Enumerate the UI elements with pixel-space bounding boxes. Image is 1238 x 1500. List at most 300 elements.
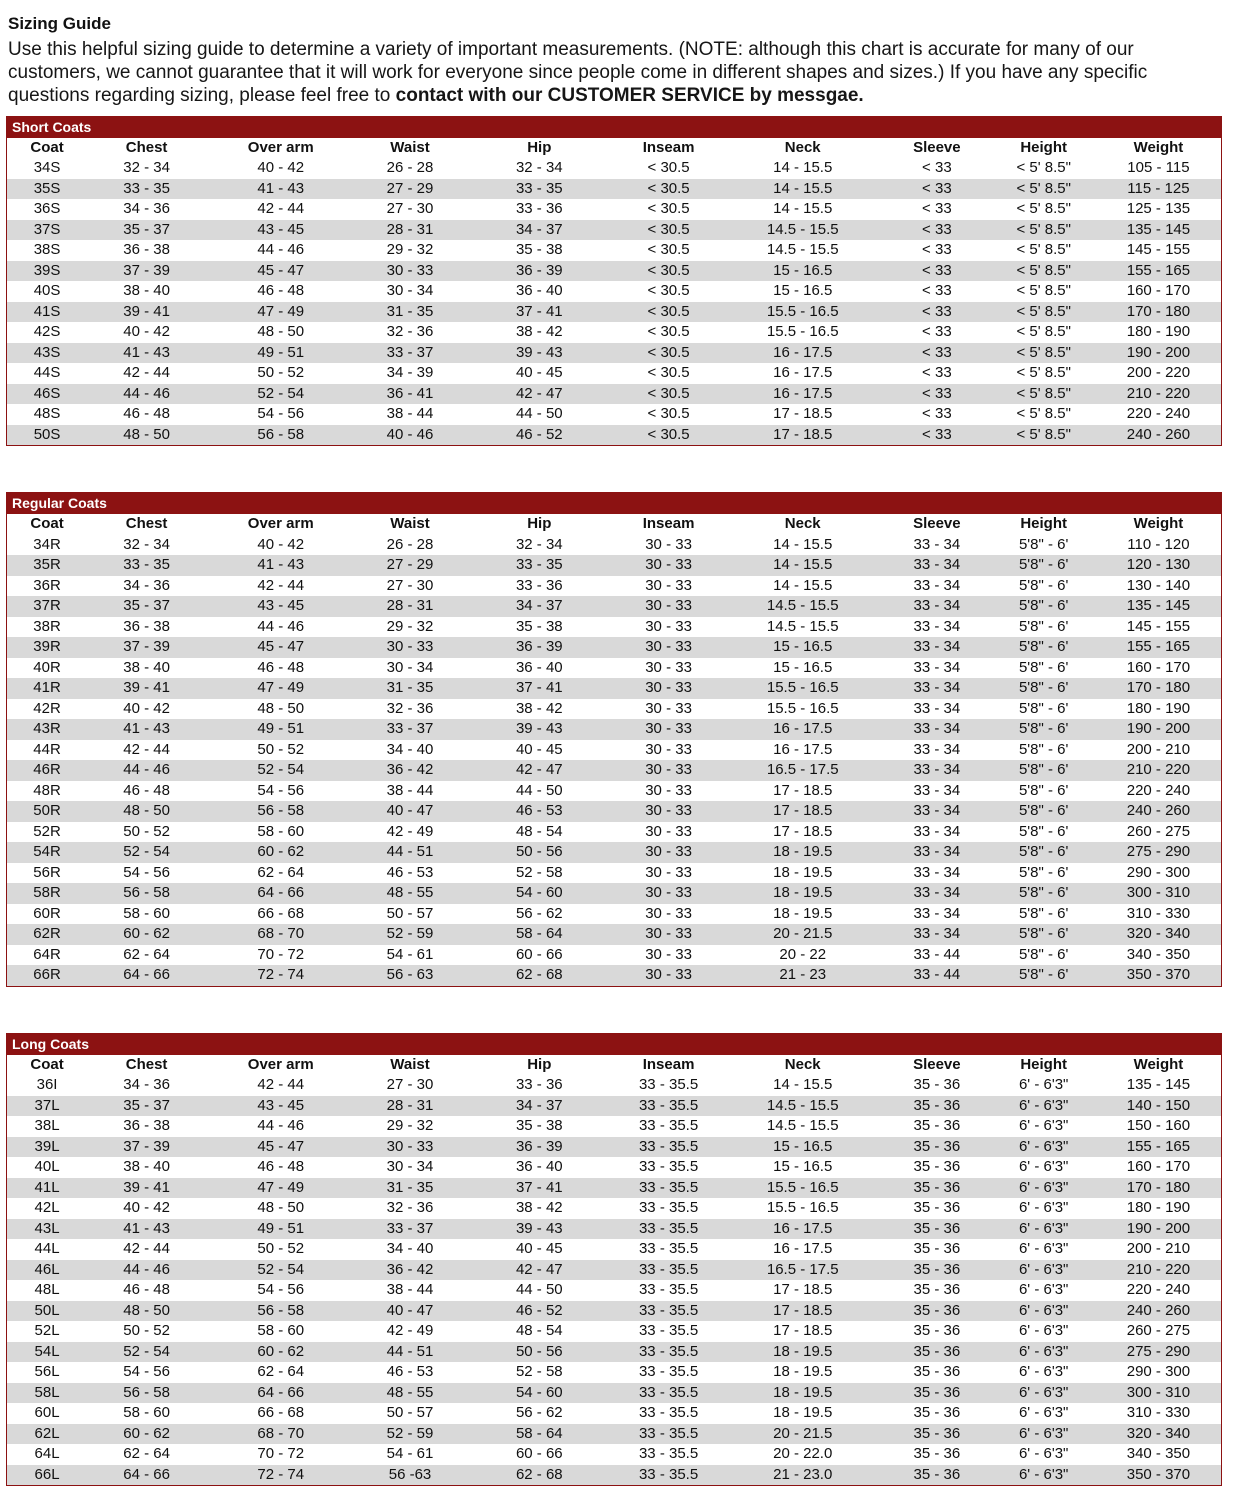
cell: 37 - 41 [515, 302, 563, 320]
cell: 5'8" - 6' [1018, 843, 1069, 861]
cell: 34R [33, 535, 61, 553]
cell: 36 - 39 [515, 1137, 563, 1155]
cell: 210 - 220 [1126, 1260, 1191, 1278]
table-row [7, 801, 1221, 822]
cell: 15 - 16.5 [773, 1137, 833, 1155]
cell: 48R [33, 781, 61, 799]
cell: 33 - 35 [515, 556, 563, 574]
cell: 35S [33, 179, 61, 197]
cell: 30 - 33 [645, 597, 692, 615]
cell: 35 - 36 [913, 1260, 961, 1278]
cell: 33 - 35.5 [638, 1445, 699, 1463]
cell: 5'8" - 6' [1018, 822, 1069, 840]
cell: 6' - 6'3" [1018, 1363, 1069, 1381]
cell: 33 - 34 [913, 679, 961, 697]
cell: 31 - 35 [386, 1178, 434, 1196]
cell: 44 - 51 [386, 843, 434, 861]
size-table-section [6, 116, 1222, 447]
cell: 35 - 38 [515, 241, 563, 259]
cell: 44 - 50 [515, 1281, 563, 1299]
cell: 320 - 340 [1126, 925, 1191, 943]
cell: 34 - 37 [515, 1096, 563, 1114]
cell: 36 - 40 [515, 1158, 563, 1176]
table-row [7, 1383, 1221, 1404]
column-header: Chest [87, 514, 206, 535]
cell: 33 - 35.5 [638, 1096, 699, 1114]
cell: 135 - 145 [1126, 597, 1191, 615]
cell: 16 - 17.5 [773, 364, 833, 382]
cell: 48 - 55 [386, 1383, 434, 1401]
cell: 60 - 62 [123, 925, 170, 943]
cell: 16 - 17.5 [773, 384, 833, 402]
cell: 30 - 33 [386, 1137, 434, 1155]
cell: 6' - 6'3" [1018, 1465, 1069, 1483]
table-row [7, 904, 1221, 925]
cell: 35 - 36 [913, 1158, 961, 1176]
cell: 29 - 32 [386, 617, 434, 635]
cell: 46 - 52 [515, 1301, 563, 1319]
cell: 40 - 45 [515, 1240, 563, 1258]
cell: 40 - 45 [515, 740, 563, 758]
size-table [7, 1055, 1221, 1486]
table-row [7, 842, 1221, 863]
table-row [7, 281, 1221, 302]
cell: 52 - 54 [123, 843, 170, 861]
cell: 20 - 21.5 [773, 925, 833, 943]
cell: 38 - 40 [123, 1158, 170, 1176]
cell: 16.5 - 17.5 [766, 761, 839, 779]
cell: 14.5 - 15.5 [766, 597, 839, 615]
column-header: Hip [465, 514, 614, 535]
cell: 33 - 34 [913, 720, 961, 738]
cell: 58R [33, 884, 61, 902]
cell: 36 - 38 [123, 617, 170, 635]
cell: 35 - 36 [913, 1219, 961, 1237]
cell: 160 - 170 [1126, 282, 1191, 300]
cell: 6' - 6'3" [1018, 1076, 1069, 1094]
cell: 56L [34, 1363, 60, 1381]
table-row [7, 1321, 1221, 1342]
cell: 35 - 36 [913, 1445, 961, 1463]
cell: 40 - 45 [515, 364, 563, 382]
cell: 50 - 57 [386, 904, 434, 922]
cell: 5'8" - 6' [1018, 720, 1069, 738]
column-header: Coat [7, 1055, 87, 1076]
cell: 30 - 33 [645, 945, 692, 963]
cell: 6' - 6'3" [1018, 1219, 1069, 1237]
cell: 275 - 290 [1126, 1342, 1191, 1360]
cell: 36 - 38 [123, 1117, 170, 1135]
cell: 33 - 37 [386, 343, 434, 361]
column-header: Neck [723, 138, 882, 159]
cell: 36 - 40 [515, 658, 563, 676]
table-row [7, 1260, 1221, 1281]
cell: 6' - 6'3" [1018, 1137, 1069, 1155]
cell: 155 - 165 [1126, 261, 1191, 279]
cell: 33 - 35.5 [638, 1076, 699, 1094]
cell: 50 - 52 [123, 1322, 170, 1340]
cell: 34 - 40 [386, 740, 434, 758]
cell: 15.5 - 16.5 [766, 679, 839, 697]
cell: 290 - 300 [1126, 863, 1191, 881]
cell: 54 - 61 [386, 1445, 434, 1463]
cell: 52 - 54 [257, 1260, 305, 1278]
cell: 54 - 60 [515, 884, 563, 902]
cell: < 5' 8.5" [1016, 323, 1071, 341]
cell: 54 - 56 [257, 1281, 305, 1299]
cell: 38S [33, 241, 61, 259]
cell: 260 - 275 [1126, 1322, 1191, 1340]
cell: 350 - 370 [1126, 966, 1191, 984]
cell: 140 - 150 [1126, 1096, 1191, 1114]
cell: 27 - 30 [386, 200, 434, 218]
cell: 43S [33, 343, 61, 361]
cell: 40 - 42 [257, 535, 305, 553]
cell: 46L [34, 1260, 60, 1278]
cell: 58 - 60 [257, 822, 305, 840]
cell: 54 - 56 [257, 405, 305, 423]
table-row [7, 1178, 1221, 1199]
cell: 52L [34, 1322, 60, 1340]
table-row [7, 1075, 1221, 1096]
table-row [7, 1219, 1221, 1240]
table-row [7, 617, 1221, 638]
column-header: Height [991, 138, 1095, 159]
cell: 58 - 60 [257, 1322, 305, 1340]
cell: 35 - 38 [515, 617, 563, 635]
cell: 6' - 6'3" [1018, 1281, 1069, 1299]
cell: 30 - 33 [645, 638, 692, 656]
cell: 44 - 46 [257, 617, 305, 635]
cell: 28 - 31 [386, 597, 434, 615]
cell: 47 - 49 [257, 1178, 305, 1196]
cell: 35 - 36 [913, 1424, 961, 1442]
cell: 44 - 50 [515, 405, 563, 423]
cell: 50 - 57 [386, 1404, 434, 1422]
column-header: Sleeve [882, 1055, 991, 1076]
cell: 38 - 42 [515, 323, 563, 341]
cell: 32 - 36 [386, 1199, 434, 1217]
cell: 33 - 34 [913, 863, 961, 881]
cell: 34 - 36 [123, 576, 170, 594]
cell: 35 - 36 [913, 1076, 961, 1094]
cell: < 5' 8.5" [1016, 302, 1071, 320]
cell: 21 - 23 [779, 966, 827, 984]
cell: 310 - 330 [1126, 1404, 1191, 1422]
cell: 41 - 43 [123, 343, 170, 361]
cell: 21 - 23.0 [773, 1465, 833, 1483]
cell: 37 - 39 [123, 638, 170, 656]
cell: 52R [33, 822, 61, 840]
cell: 42 - 44 [257, 200, 305, 218]
cell: 56 - 63 [386, 966, 434, 984]
cell: 34 - 36 [123, 1076, 170, 1094]
cell: 62R [33, 925, 61, 943]
table-row [7, 302, 1221, 323]
cell: < 30.5 [647, 200, 690, 218]
cell: 35 - 36 [913, 1322, 961, 1340]
cell: 31 - 35 [386, 679, 434, 697]
cell: 32 - 36 [386, 699, 434, 717]
cell: 33 - 34 [913, 802, 961, 820]
column-header: Waist [355, 1055, 464, 1076]
cell: 35 - 36 [913, 1240, 961, 1258]
cell: 17 - 18.5 [773, 1322, 833, 1340]
cell: 60 - 66 [515, 1445, 563, 1463]
table-row [7, 637, 1221, 658]
cell: 275 - 290 [1126, 843, 1191, 861]
cell: 33 - 35.5 [638, 1137, 699, 1155]
cell: < 30.5 [647, 241, 690, 259]
cell: 35 - 36 [913, 1465, 961, 1483]
cell: 60 - 62 [123, 1424, 170, 1442]
cell: 62L [34, 1424, 60, 1442]
cell: 50 - 52 [257, 740, 305, 758]
cell: 15.5 - 16.5 [766, 699, 839, 717]
cell: 30 - 33 [645, 617, 692, 635]
cell: 28 - 31 [386, 220, 434, 238]
cell: 54L [34, 1342, 60, 1360]
cell: 17 - 18.5 [773, 405, 833, 423]
cell: 40 - 46 [386, 425, 434, 443]
cell: < 30.5 [647, 425, 690, 443]
cell: 30 - 33 [645, 761, 692, 779]
cell: 66R [33, 966, 61, 984]
cell: 41R [33, 679, 61, 697]
cell: 41S [33, 302, 61, 320]
cell: 33 - 35.5 [638, 1301, 699, 1319]
intro-text-normal: Use this helpful sizing guide to determine a variety of important measurements. (NOTE: although this chart is accurate for many of our customers, we cannot guarantee that it will work for everyone since people come in different shapes and sizes.) If you have any specific questions regarding sizing, please feel free to [8, 39, 1148, 107]
cell: 60L [34, 1404, 60, 1422]
cell: 6' - 6'3" [1018, 1322, 1069, 1340]
table-row [7, 363, 1221, 384]
column-header: Inseam [614, 1055, 723, 1076]
cell: 15 - 16.5 [773, 261, 833, 279]
column-header: Weight [1096, 138, 1221, 159]
cell: 37 - 41 [515, 1178, 563, 1196]
cell: 14.5 - 15.5 [766, 1096, 839, 1114]
cell: 6' - 6'3" [1018, 1424, 1069, 1442]
cell: 17 - 18.5 [773, 425, 833, 443]
cell: 200 - 220 [1126, 364, 1191, 382]
cell: 38L [34, 1117, 60, 1135]
cell: 56 - 58 [123, 1383, 170, 1401]
cell: 46 - 52 [515, 425, 563, 443]
cell: 52 - 59 [386, 925, 434, 943]
cell: 58 - 64 [515, 925, 563, 943]
cell: 33 - 34 [913, 576, 961, 594]
cell: 26 - 28 [386, 159, 434, 177]
cell: < 33 [922, 220, 952, 238]
cell: 200 - 210 [1126, 740, 1191, 758]
intro-text [8, 38, 1222, 108]
cell: 17 - 18.5 [773, 1301, 833, 1319]
cell: 160 - 170 [1126, 658, 1191, 676]
cell: < 33 [922, 179, 952, 197]
table-row [7, 1280, 1221, 1301]
cell: 240 - 260 [1126, 425, 1191, 443]
cell: 48 - 50 [257, 1199, 305, 1217]
cell: 33 - 35.5 [638, 1240, 699, 1258]
cell: 40 - 42 [123, 1199, 170, 1217]
cell: 54 - 61 [386, 945, 434, 963]
cell: 50L [34, 1301, 60, 1319]
column-header: Sleeve [882, 138, 991, 159]
cell: 45 - 47 [257, 261, 305, 279]
cell: 26 - 28 [386, 535, 434, 553]
cell: 190 - 200 [1126, 1219, 1191, 1237]
cell: < 30.5 [647, 364, 690, 382]
cell: 48 - 55 [386, 884, 434, 902]
cell: 30 - 33 [645, 884, 692, 902]
cell: 33 - 36 [515, 200, 563, 218]
cell: 44 - 46 [123, 384, 170, 402]
cell: 43 - 45 [257, 1096, 305, 1114]
cell: 30 - 33 [645, 535, 692, 553]
column-header: Coat [7, 138, 87, 159]
column-header: Inseam [614, 514, 723, 535]
cell: 42 - 47 [515, 761, 563, 779]
table-row [7, 965, 1221, 986]
table-row [7, 555, 1221, 576]
cell: 6' - 6'3" [1018, 1383, 1069, 1401]
cell: 62 - 68 [515, 1465, 563, 1483]
cell: 37 - 39 [123, 261, 170, 279]
cell: 44 - 50 [515, 781, 563, 799]
cell: 42R [33, 699, 61, 717]
table-row [7, 740, 1221, 761]
cell: 68 - 70 [257, 1424, 305, 1442]
cell: 125 - 135 [1126, 200, 1191, 218]
cell: 33 - 35.5 [638, 1158, 699, 1176]
cell: < 33 [922, 384, 952, 402]
cell: 5'8" - 6' [1018, 925, 1069, 943]
cell: 16 - 17.5 [773, 343, 833, 361]
cell: 5'8" - 6' [1018, 576, 1069, 594]
table-row [7, 1362, 1221, 1383]
cell: < 30.5 [647, 261, 690, 279]
table-row [7, 199, 1221, 220]
cell: 33 - 35.5 [638, 1322, 699, 1340]
cell: 48S [33, 405, 61, 423]
cell: 60 - 66 [515, 945, 563, 963]
cell: 35 - 36 [913, 1281, 961, 1299]
cell: 5'8" - 6' [1018, 658, 1069, 676]
cell: 36S [33, 200, 61, 218]
cell: 48L [34, 1281, 60, 1299]
cell: 34 - 37 [515, 220, 563, 238]
table-row [7, 1403, 1221, 1424]
cell: 37 - 39 [123, 1137, 170, 1155]
table-row [7, 1137, 1221, 1158]
cell: 48 - 50 [123, 802, 170, 820]
cell: 5'8" - 6' [1018, 699, 1069, 717]
cell: 45 - 47 [257, 638, 305, 656]
cell: 44 - 46 [257, 1117, 305, 1135]
cell: 5'8" - 6' [1018, 781, 1069, 799]
column-header: Over arm [206, 138, 355, 159]
cell: 5'8" - 6' [1018, 597, 1069, 615]
cell: 33 - 34 [913, 556, 961, 574]
column-header: Inseam [614, 138, 723, 159]
cell: 33 - 34 [913, 904, 961, 922]
cell: 34 - 40 [386, 1240, 434, 1258]
cell: 15 - 16.5 [773, 282, 833, 300]
cell: 15.5 - 16.5 [766, 323, 839, 341]
cell: 40 - 42 [123, 699, 170, 717]
cell: 33 - 35.5 [638, 1219, 699, 1237]
cell: < 30.5 [647, 282, 690, 300]
cell: 340 - 350 [1126, 1445, 1191, 1463]
cell: 42S [33, 323, 61, 341]
cell: 38 - 40 [123, 282, 170, 300]
cell: 36 - 40 [515, 282, 563, 300]
table-row [7, 924, 1221, 945]
cell: 46 - 53 [386, 1363, 434, 1381]
cell: 6' - 6'3" [1018, 1301, 1069, 1319]
cell: 170 - 180 [1126, 1178, 1191, 1196]
cell: 145 - 155 [1126, 617, 1191, 635]
table-row [7, 699, 1221, 720]
cell: 60R [33, 904, 61, 922]
column-header: Height [991, 514, 1095, 535]
column-header-row [7, 138, 1221, 159]
cell: 5'8" - 6' [1018, 556, 1069, 574]
table-row [7, 1424, 1221, 1445]
column-header: Chest [87, 1055, 206, 1076]
column-header: Over arm [206, 514, 355, 535]
cell: 35 - 36 [913, 1404, 961, 1422]
cell: 50 - 52 [257, 364, 305, 382]
sections-container [6, 116, 1222, 1487]
cell: 33 - 34 [913, 638, 961, 656]
cell: < 30.5 [647, 343, 690, 361]
cell: 41 - 43 [123, 720, 170, 738]
cell: 115 - 125 [1127, 179, 1190, 197]
cell: 5'8" - 6' [1018, 761, 1069, 779]
cell: 48 - 54 [515, 822, 563, 840]
table-row [7, 322, 1221, 343]
cell: 6' - 6'3" [1018, 1158, 1069, 1176]
cell: 43 - 45 [257, 597, 305, 615]
cell: 44 - 46 [123, 1260, 170, 1278]
cell: 42 - 49 [386, 822, 434, 840]
cell: 27 - 29 [386, 179, 434, 197]
cell: 54R [33, 843, 61, 861]
column-header: Neck [723, 1055, 882, 1076]
cell: 35 - 36 [913, 1178, 961, 1196]
cell: < 30.5 [647, 323, 690, 341]
cell: 300 - 310 [1126, 1383, 1191, 1401]
cell: 44 - 46 [257, 241, 305, 259]
cell: < 33 [922, 323, 952, 341]
cell: 40R [33, 658, 61, 676]
cell: 33 - 35.5 [638, 1199, 699, 1217]
cell: 42 - 44 [257, 1076, 305, 1094]
cell: 39 - 43 [515, 1219, 563, 1237]
cell: 40L [34, 1158, 60, 1176]
cell: 32 - 34 [123, 159, 170, 177]
cell: 64 - 66 [257, 1383, 305, 1401]
cell: 5'8" - 6' [1018, 638, 1069, 656]
cell: 48 - 54 [515, 1322, 563, 1340]
cell: 39 - 43 [515, 343, 563, 361]
cell: 27 - 30 [386, 1076, 434, 1094]
table-row [7, 1239, 1221, 1260]
cell: 56 - 58 [257, 802, 305, 820]
cell: 43L [34, 1219, 60, 1237]
cell: 30 - 33 [645, 863, 692, 881]
